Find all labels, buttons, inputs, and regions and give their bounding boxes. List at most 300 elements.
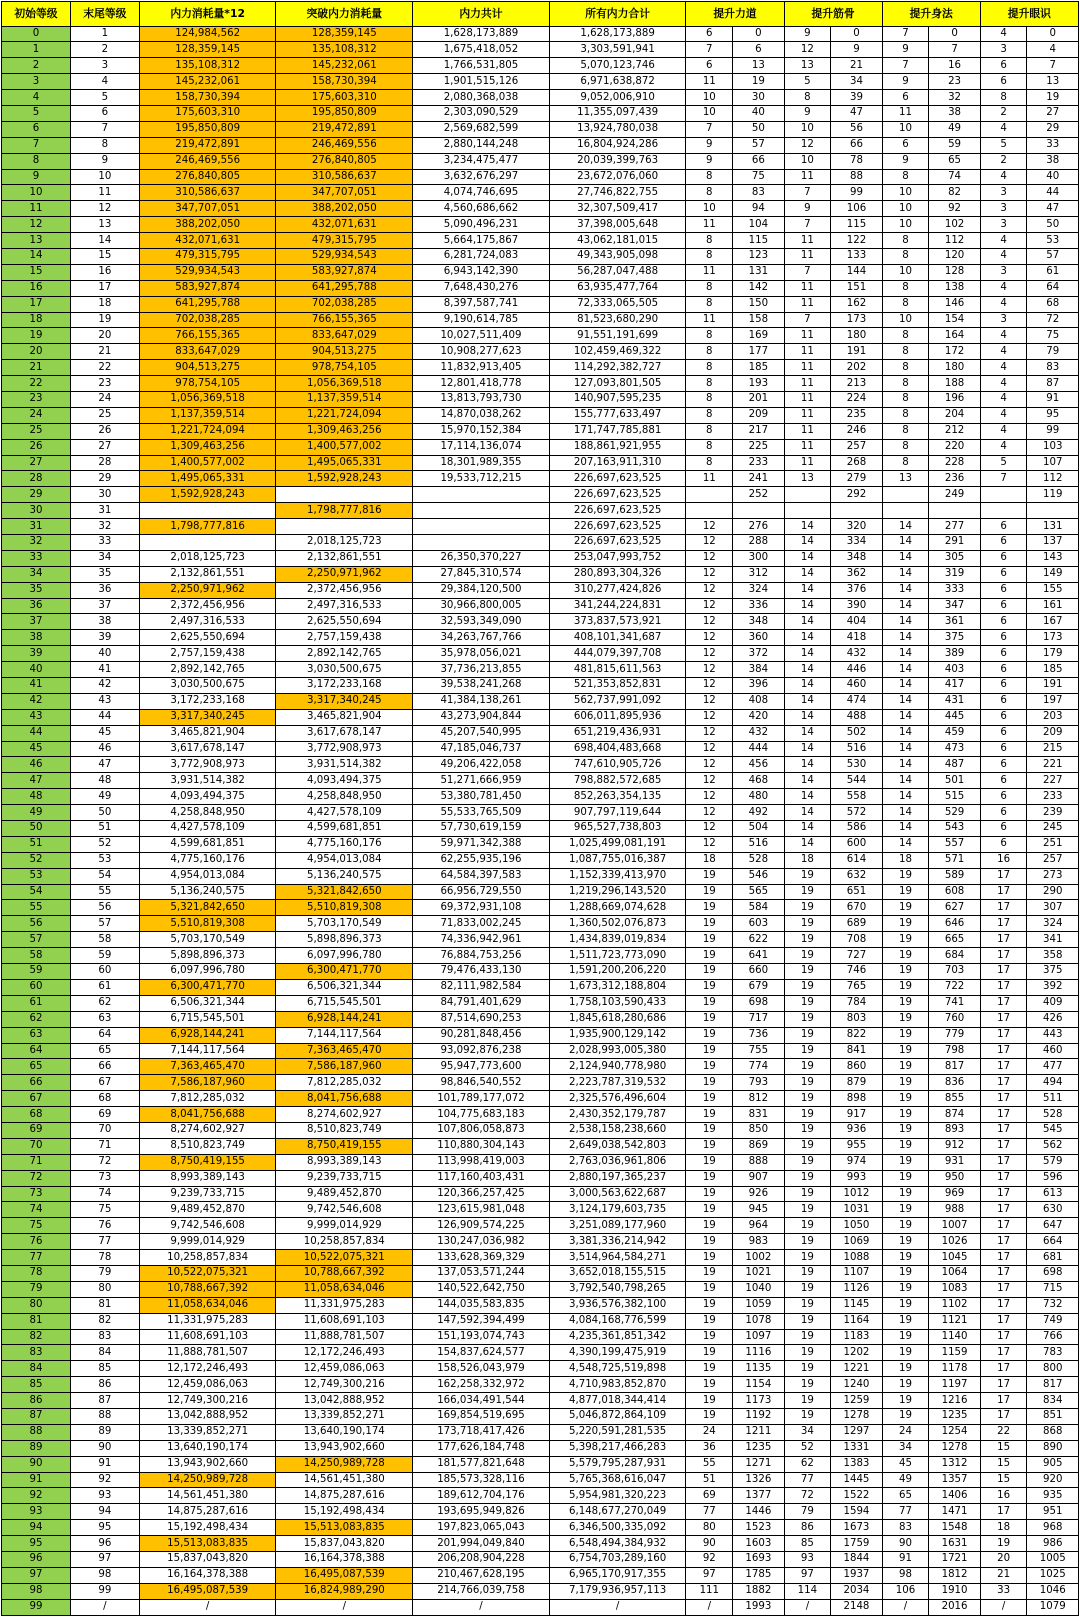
cell-energy-cost: 2,757,159,438 [139,646,276,662]
cell-constitution-gain: 77 [784,1472,831,1488]
cell-energy-grand-total: 1,673,312,188,804 [549,979,686,995]
table-row [2,1583,1079,1599]
cell-constitution-total: 1522 [831,1488,882,1504]
cell-energy-cost: 15,192,498,434 [139,1520,276,1536]
cell-energy-cost: 529,934,543 [139,264,276,280]
cell-strength-total: 169 [733,328,784,344]
cell-perception-gain: 17 [980,1281,1027,1297]
cell-perception-gain: 15 [980,1472,1027,1488]
cell-agility-total: 172 [929,344,980,360]
cell-constitution-total: 530 [831,757,882,773]
cell-strength-gain: 11 [686,471,733,487]
table-row [2,805,1079,821]
table-row [2,1472,1079,1488]
cell-agility-total: 228 [929,455,980,471]
cell-start-level: 64 [2,1043,71,1059]
cell-strength-gain: 8 [686,296,733,312]
cell-start-level: 46 [2,757,71,773]
cell-end-level: 64 [70,1027,139,1043]
cell-perception-gain: 6 [980,709,1027,725]
cell-strength-total: 142 [733,280,784,296]
cell-constitution-total: 689 [831,916,882,932]
cell-perception-gain: 3 [980,217,1027,233]
cell-strength-total: 504 [733,821,784,837]
cell-strength-total: 1693 [733,1552,784,1568]
cell-constitution-total: 572 [831,805,882,821]
cell-perception-total: 783 [1027,1345,1079,1361]
cell-start-level: 78 [2,1265,71,1281]
cell-energy-total: 117,160,403,431 [413,1170,550,1186]
cell-perception-total: 579 [1027,1154,1079,1170]
cell-end-level: 77 [70,1234,139,1250]
cell-constitution-gain: 14 [784,836,831,852]
cell-constitution-total: 841 [831,1043,882,1059]
cell-start-level: 58 [2,948,71,964]
cell-breakthrough-cost: 12,459,086,063 [276,1361,413,1377]
cell-end-level: 9 [70,153,139,169]
cell-constitution-total: 34 [831,74,882,90]
cell-start-level: 82 [2,1329,71,1345]
cell-breakthrough-cost: 4,954,013,084 [276,852,413,868]
cell-strength-gain: 19 [686,1186,733,1202]
cell-start-level: 53 [2,868,71,884]
cell-breakthrough-cost: 2,497,316,533 [276,598,413,614]
cell-end-level: 38 [70,614,139,630]
table-row [2,900,1079,916]
cell-breakthrough-cost: 16,164,378,388 [276,1552,413,1568]
cell-strength-total: 348 [733,614,784,630]
cell-start-level: 63 [2,1027,71,1043]
cell-constitution-total: 144 [831,264,882,280]
cell-start-level: 73 [2,1186,71,1202]
cell-start-level: 27 [2,455,71,471]
cell-energy-grand-total: 207,163,911,310 [549,455,686,471]
cell-perception-gain: 17 [980,900,1027,916]
cell-constitution-total: 502 [831,725,882,741]
cell-strength-total: 0 [733,26,784,42]
cell-end-level: 49 [70,789,139,805]
cell-energy-total: 2,880,144,248 [413,137,550,153]
cell-end-level: 72 [70,1154,139,1170]
cell-constitution-gain: 11 [784,407,831,423]
cell-breakthrough-cost: 2,132,861,551 [276,550,413,566]
cell-constitution-gain: 18 [784,852,831,868]
table-row [2,884,1079,900]
cell-agility-total: 1406 [929,1488,980,1504]
cell-perception-total: 664 [1027,1234,1079,1250]
table-row [2,964,1079,980]
cell-energy-grand-total: 1,087,755,016,387 [549,852,686,868]
cell-start-level: 59 [2,964,71,980]
table-row [2,503,1079,519]
cell-end-level: 10 [70,169,139,185]
cell-start-level: 39 [2,646,71,662]
cell-agility-total: 82 [929,185,980,201]
cell-perception-total: 137 [1027,535,1079,551]
cell-energy-cost: 246,469,556 [139,153,276,169]
cell-perception-gain: 17 [980,868,1027,884]
cell-perception-gain: / [980,1599,1027,1615]
cell-energy-cost: 1,495,065,331 [139,471,276,487]
cell-energy-grand-total: 72,333,065,505 [549,296,686,312]
cell-perception-total: 13 [1027,74,1079,90]
cell-constitution-total: 88 [831,169,882,185]
cell-energy-total: 151,193,074,743 [413,1329,550,1345]
table-row [2,169,1079,185]
cell-agility-total: 1548 [929,1520,980,1536]
cell-constitution-gain: 19 [784,979,831,995]
cell-strength-gain: 19 [686,1297,733,1313]
cell-perception-total: 143 [1027,550,1079,566]
cell-constitution-total: 879 [831,1075,882,1091]
cell-energy-cost: 4,775,160,176 [139,852,276,868]
cell-energy-total: 98,846,540,552 [413,1075,550,1091]
cell-start-level: 7 [2,137,71,153]
table-row [2,757,1079,773]
cell-agility-gain: 19 [882,1250,929,1266]
cell-energy-cost: 6,928,144,241 [139,1027,276,1043]
cell-strength-total: 193 [733,376,784,392]
cell-start-level: 17 [2,296,71,312]
cell-end-level: 1 [70,26,139,42]
cell-energy-cost: 3,317,340,245 [139,709,276,725]
cell-constitution-gain: 7 [784,185,831,201]
cell-perception-gain: 6 [980,678,1027,694]
cell-strength-total: 736 [733,1027,784,1043]
cell-strength-total: 252 [733,487,784,503]
cell-strength-total: 480 [733,789,784,805]
cell-perception-total: 44 [1027,185,1079,201]
cell-strength-gain: 12 [686,693,733,709]
cell-energy-cost: 2,372,456,956 [139,598,276,614]
table-row [2,662,1079,678]
cell-energy-grand-total: 13,924,780,038 [549,121,686,137]
cell-energy-cost: 9,999,014,929 [139,1234,276,1250]
cell-breakthrough-cost: 7,144,117,564 [276,1027,413,1043]
cell-energy-total: 34,263,767,766 [413,630,550,646]
cell-end-level: 76 [70,1218,139,1234]
cell-constitution-total: 1031 [831,1202,882,1218]
cell-constitution-total: 418 [831,630,882,646]
cell-agility-gain: 19 [882,1059,929,1075]
cell-strength-total: 983 [733,1234,784,1250]
cell-constitution-gain: 19 [784,1043,831,1059]
cell-constitution-gain: 62 [784,1456,831,1472]
cell-energy-cost: 9,489,452,870 [139,1202,276,1218]
cell-strength-total: 698 [733,995,784,1011]
cell-start-level: 70 [2,1138,71,1154]
table-row [2,423,1079,439]
cell-breakthrough-cost: 9,489,452,870 [276,1186,413,1202]
cell-breakthrough-cost: 5,898,896,373 [276,932,413,948]
cell-energy-total: 169,854,519,695 [413,1408,550,1424]
cell-agility-gain [882,503,929,519]
cell-energy-grand-total: 3,381,336,214,942 [549,1234,686,1250]
cell-strength-gain: 19 [686,1043,733,1059]
cell-strength-total: 492 [733,805,784,821]
cell-energy-cost: 12,459,086,063 [139,1377,276,1393]
cell-constitution-total: 348 [831,550,882,566]
cell-perception-total: 920 [1027,1472,1079,1488]
cell-energy-cost: 124,984,562 [139,26,276,42]
cell-end-level: 60 [70,964,139,980]
cell-perception-total: 173 [1027,630,1079,646]
cell-strength-gain: 19 [686,1345,733,1361]
cell-agility-total: 92 [929,201,980,217]
cell-breakthrough-cost: 5,321,842,650 [276,884,413,900]
cell-agility-total: 988 [929,1202,980,1218]
cell-energy-cost: 8,510,823,749 [139,1138,276,1154]
cell-energy-total: 1,675,418,052 [413,42,550,58]
cell-breakthrough-cost: 347,707,051 [276,185,413,201]
cell-breakthrough-cost: 310,586,637 [276,169,413,185]
cell-agility-gain: 19 [882,1107,929,1123]
cell-strength-gain: 19 [686,1250,733,1266]
cell-perception-gain: 3 [980,312,1027,328]
cell-agility-total: 403 [929,662,980,678]
cell-perception-total: 715 [1027,1281,1079,1297]
cell-energy-total: 5,664,175,867 [413,233,550,249]
cell-strength-gain: 6 [686,58,733,74]
cell-perception-total: 245 [1027,821,1079,837]
cell-energy-cost: 13,943,902,660 [139,1456,276,1472]
table-row [2,376,1079,392]
cell-energy-total: 210,467,628,195 [413,1567,550,1583]
cell-constitution-total: 106 [831,201,882,217]
table-row [2,26,1079,42]
cell-perception-total: 221 [1027,757,1079,773]
cell-start-level: 95 [2,1536,71,1552]
cell-energy-grand-total: 4,548,725,519,898 [549,1361,686,1377]
cell-energy-cost: 276,840,805 [139,169,276,185]
cell-agility-gain: 19 [882,1329,929,1345]
cell-strength-total: 300 [733,550,784,566]
cell-agility-total: 557 [929,836,980,852]
cell-perception-total: 834 [1027,1393,1079,1409]
cell-constitution-total: 173 [831,312,882,328]
cell-start-level: 25 [2,423,71,439]
cell-end-level: 2 [70,42,139,58]
table-row [2,1377,1079,1393]
cell-strength-gain: 8 [686,439,733,455]
cell-strength-total [733,503,784,519]
cell-strength-gain: 12 [686,836,733,852]
cell-energy-cost: 14,250,989,728 [139,1472,276,1488]
cell-energy-grand-total: 1,434,839,019,834 [549,932,686,948]
cell-constitution-total: 955 [831,1138,882,1154]
cell-strength-gain: 8 [686,344,733,360]
cell-start-level: 19 [2,328,71,344]
cell-start-level: 43 [2,709,71,725]
table-row [2,312,1079,328]
cell-energy-grand-total: 444,079,397,708 [549,646,686,662]
cell-energy-grand-total: 37,398,005,648 [549,217,686,233]
cell-constitution-gain: 19 [784,1361,831,1377]
table-row [2,439,1079,455]
cell-perception-total: 119 [1027,487,1079,503]
cell-start-level: 34 [2,566,71,582]
cell-energy-cost: 13,339,852,271 [139,1424,276,1440]
cell-energy-total: 30,966,800,005 [413,598,550,614]
cell-strength-total: 6 [733,42,784,58]
cell-strength-total: 396 [733,678,784,694]
cell-strength-gain: 92 [686,1552,733,1568]
cell-energy-total: 43,273,904,844 [413,709,550,725]
cell-energy-total: 6,943,142,390 [413,264,550,280]
table-row [2,1186,1079,1202]
cell-perception-gain: 17 [980,1091,1027,1107]
cell-strength-total: 50 [733,121,784,137]
cell-constitution-total: 614 [831,852,882,868]
cell-strength-gain: 19 [686,884,733,900]
cell-agility-gain: 14 [882,535,929,551]
cell-agility-gain: 19 [882,1186,929,1202]
cell-constitution-total: 122 [831,233,882,249]
cell-strength-total: 1882 [733,1583,784,1599]
cell-energy-grand-total: 155,777,633,497 [549,407,686,423]
cell-start-level: 49 [2,805,71,821]
cell-start-level: 6 [2,121,71,137]
cell-strength-total: 1211 [733,1424,784,1440]
cell-perception-gain: 17 [980,1297,1027,1313]
cell-agility-total: 1216 [929,1393,980,1409]
cell-end-level: 36 [70,582,139,598]
cell-perception-total: 50 [1027,217,1079,233]
cell-constitution-total: 474 [831,693,882,709]
cell-breakthrough-cost: 10,788,667,392 [276,1265,413,1281]
cell-perception-gain: 17 [980,1202,1027,1218]
cell-energy-total: 189,612,704,176 [413,1488,550,1504]
cell-energy-grand-total: 2,124,940,778,980 [549,1059,686,1075]
cell-start-level: 71 [2,1154,71,1170]
table-row [2,217,1079,233]
cell-perception-total: 83 [1027,360,1079,376]
cell-agility-total: 1254 [929,1424,980,1440]
cell-agility-gain: 8 [882,169,929,185]
cell-perception-total: 290 [1027,884,1079,900]
table-row [2,550,1079,566]
cell-energy-grand-total: 562,737,991,092 [549,693,686,709]
cell-start-level: 14 [2,248,71,264]
cell-breakthrough-cost: 8,510,823,749 [276,1122,413,1138]
table-row [2,1440,1079,1456]
cell-perception-gain: 6 [980,757,1027,773]
cell-constitution-total: 66 [831,137,882,153]
cell-constitution-total: 1844 [831,1552,882,1568]
cell-agility-total: 543 [929,821,980,837]
cell-strength-gain: 12 [686,821,733,837]
cell-strength-gain: 19 [686,1091,733,1107]
cell-start-level: 22 [2,376,71,392]
cell-start-level: 13 [2,233,71,249]
table-row [2,1345,1079,1361]
cell-end-level: 97 [70,1552,139,1568]
cell-energy-cost: 4,599,681,851 [139,836,276,852]
cell-energy-total: 101,789,177,072 [413,1091,550,1107]
cell-agility-total: 529 [929,805,980,821]
cell-energy-grand-total: 907,797,119,644 [549,805,686,821]
cell-agility-gain: 9 [882,42,929,58]
cell-breakthrough-cost: 10,522,075,321 [276,1250,413,1266]
cell-strength-gain: 19 [686,1011,733,1027]
cell-breakthrough-cost: 3,172,233,168 [276,678,413,694]
cell-end-level: / [70,1599,139,1615]
cell-strength-gain: 8 [686,360,733,376]
cell-constitution-gain: 19 [784,1265,831,1281]
cell-strength-gain: 18 [686,852,733,868]
cell-agility-total: 138 [929,280,980,296]
cell-energy-cost: 3,030,500,675 [139,678,276,694]
cell-strength-gain: 8 [686,407,733,423]
cell-breakthrough-cost: 529,934,543 [276,248,413,264]
cell-perception-total: 443 [1027,1027,1079,1043]
cell-end-level: 40 [70,646,139,662]
cell-agility-total: 950 [929,1170,980,1186]
cell-start-level: 21 [2,360,71,376]
cell-agility-total: 459 [929,725,980,741]
cell-breakthrough-cost: 5,510,819,308 [276,900,413,916]
cell-perception-total: 29 [1027,121,1079,137]
cell-constitution-total: 162 [831,296,882,312]
cell-perception-total: 112 [1027,471,1079,487]
cell-end-level: 22 [70,360,139,376]
cell-agility-gain: 10 [882,185,929,201]
cell-start-level: 56 [2,916,71,932]
cell-perception-total: 392 [1027,979,1079,995]
cell-agility-gain: 14 [882,678,929,694]
cell-breakthrough-cost: 16,824,989,290 [276,1583,413,1599]
cell-agility-total: 817 [929,1059,980,1075]
cell-constitution-total: 1259 [831,1393,882,1409]
cell-end-level: 59 [70,948,139,964]
cell-breakthrough-cost: 6,715,545,501 [276,995,413,1011]
cell-constitution-gain: 11 [784,391,831,407]
cell-strength-total: 177 [733,344,784,360]
cell-start-level: 51 [2,836,71,852]
cell-constitution-gain: 11 [784,233,831,249]
cell-energy-grand-total: 63,935,477,764 [549,280,686,296]
cell-perception-total: 562 [1027,1138,1079,1154]
table-row [2,1075,1079,1091]
cell-strength-gain: 8 [686,423,733,439]
cell-energy-total: 1,628,173,889 [413,26,550,42]
cell-perception-gain: 4 [980,391,1027,407]
cell-start-level: 47 [2,773,71,789]
cell-start-level: 31 [2,519,71,535]
cell-breakthrough-cost: 4,258,848,950 [276,789,413,805]
cell-strength-gain: 8 [686,185,733,201]
cell-agility-gain: 19 [882,1011,929,1027]
cell-breakthrough-cost: 11,331,975,283 [276,1297,413,1313]
table-row [2,1329,1079,1345]
cell-strength-gain [686,487,733,503]
cell-agility-total: 204 [929,407,980,423]
cell-perception-total: 91 [1027,391,1079,407]
cell-agility-gain: 19 [882,1170,929,1186]
cell-energy-cost: 13,640,190,174 [139,1440,276,1456]
cell-energy-total: 84,791,401,629 [413,995,550,1011]
cell-perception-gain: 17 [980,1361,1027,1377]
cell-energy-grand-total: 6,548,494,384,932 [549,1536,686,1552]
cell-energy-grand-total: 140,907,595,235 [549,391,686,407]
cell-perception-gain: 17 [980,1138,1027,1154]
cell-perception-gain: 20 [980,1552,1027,1568]
cell-energy-cost: 11,608,691,103 [139,1329,276,1345]
cell-constitution-total: 224 [831,391,882,407]
cell-breakthrough-cost: 8,993,389,143 [276,1154,413,1170]
cell-agility-total: 1312 [929,1456,980,1472]
cell-energy-grand-total: 226,697,623,525 [549,535,686,551]
